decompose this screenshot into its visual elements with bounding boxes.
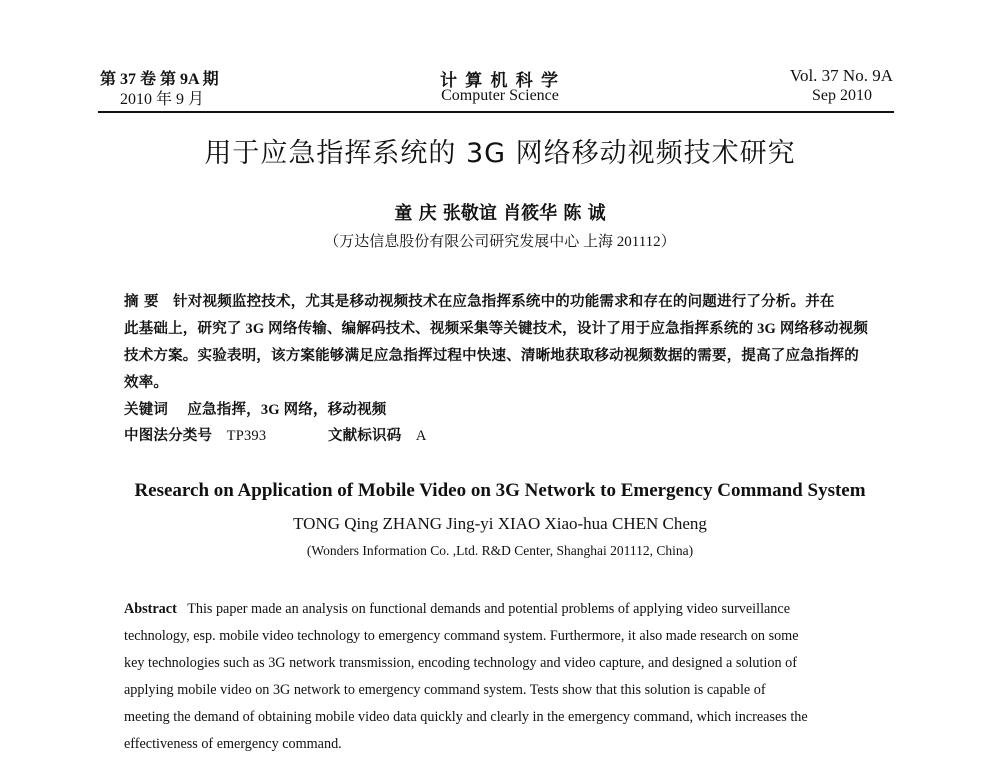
- journal-date-en: Sep 2010: [812, 87, 872, 104]
- abstract-en-line: meeting the demand of obtaining mobile video data quickly and clearly in the emergency command, which increases the: [124, 709, 808, 725]
- abstract-cn-line: 此基础上，研究了 3G 网络传输、编解码技术、视频采集等关键技术，设计了用于应急指挥系统的 3G 网络移动视频: [124, 321, 869, 337]
- authors-cn: 童 庆 张敬谊 肖筱华 陈 诚: [394, 203, 606, 224]
- abstract-cn-label: 摘 要: [124, 294, 159, 310]
- paper-title-en: Research on Application of Mobile Video on 3G Network to Emergency Command System: [134, 480, 866, 501]
- doc-code-value: A: [415, 428, 427, 444]
- abstract-cn-line: 技术方案。实验表明，该方案能够满足应急指挥过程中快速、清晰地获取移动视频数据的需要，提高了应急指挥的: [124, 348, 859, 364]
- abstract-cn-line: 效率。: [124, 375, 169, 391]
- abstract-en-line: applying mobile video on 3G network to emergency command system. Tests show that this solution is capable of: [124, 682, 766, 698]
- abstract-en-line: technology, esp. mobile video technology to emergency command system. Furthermore, it also made research on some: [124, 628, 799, 644]
- doc-code-label: 文献标识码: [327, 428, 402, 444]
- header-rule: [98, 111, 894, 113]
- journal-title-en: Computer Science: [441, 87, 559, 104]
- journal-title-cn: 计 算 机 科 学: [440, 71, 560, 90]
- affiliation-cn: （万达信息股份有限公司研究发展中心 上海 201112）: [324, 234, 676, 250]
- affiliation-en: (Wonders Information Co. ,Ltd. R&D Center, Shanghai 201112, China): [306, 543, 694, 558]
- abstract-en-line: [124, 601, 790, 618]
- keywords-text: 应急指挥，3G 网络，移动视频: [187, 402, 387, 418]
- abstract-cn-line: [124, 290, 835, 311]
- classification-line: [124, 424, 427, 445]
- journal-volume-issue: 第 37 卷 第 9A 期: [100, 71, 219, 88]
- abstract-en-text: This paper made an analysis on functional demands and potential problems of applying video surveillance: [187, 601, 790, 617]
- abstract-cn-text: 针对视频监控技术，尤其是移动视频技术在应急指挥系统中的功能需求和存在的问题进行了分析。并在: [173, 294, 835, 310]
- journal-volume-en: Vol. 37 No. 9A: [789, 66, 893, 85]
- clc-label: 中图法分类号: [124, 428, 213, 444]
- keywords-line: [124, 398, 387, 419]
- abstract-en-line: effectiveness of emergency command.: [124, 736, 342, 752]
- clc-value: TP393: [226, 428, 267, 444]
- abstract-en-label: Abstract: [124, 601, 177, 617]
- abstract-en-line: key technologies such as 3G network transmission, encoding technology and video capture, and designed a solution of: [124, 655, 797, 671]
- authors-en: TONG Qing ZHANG Jing-yi XIAO Xiao-hua CHEN Cheng: [293, 514, 707, 533]
- keywords-label: 关键词: [124, 402, 169, 418]
- paper-title-cn: 用于应急指挥系统的 3G 网络移动视频技术研究: [204, 138, 796, 169]
- journal-date-cn: 2010 年 9 月: [120, 91, 205, 108]
